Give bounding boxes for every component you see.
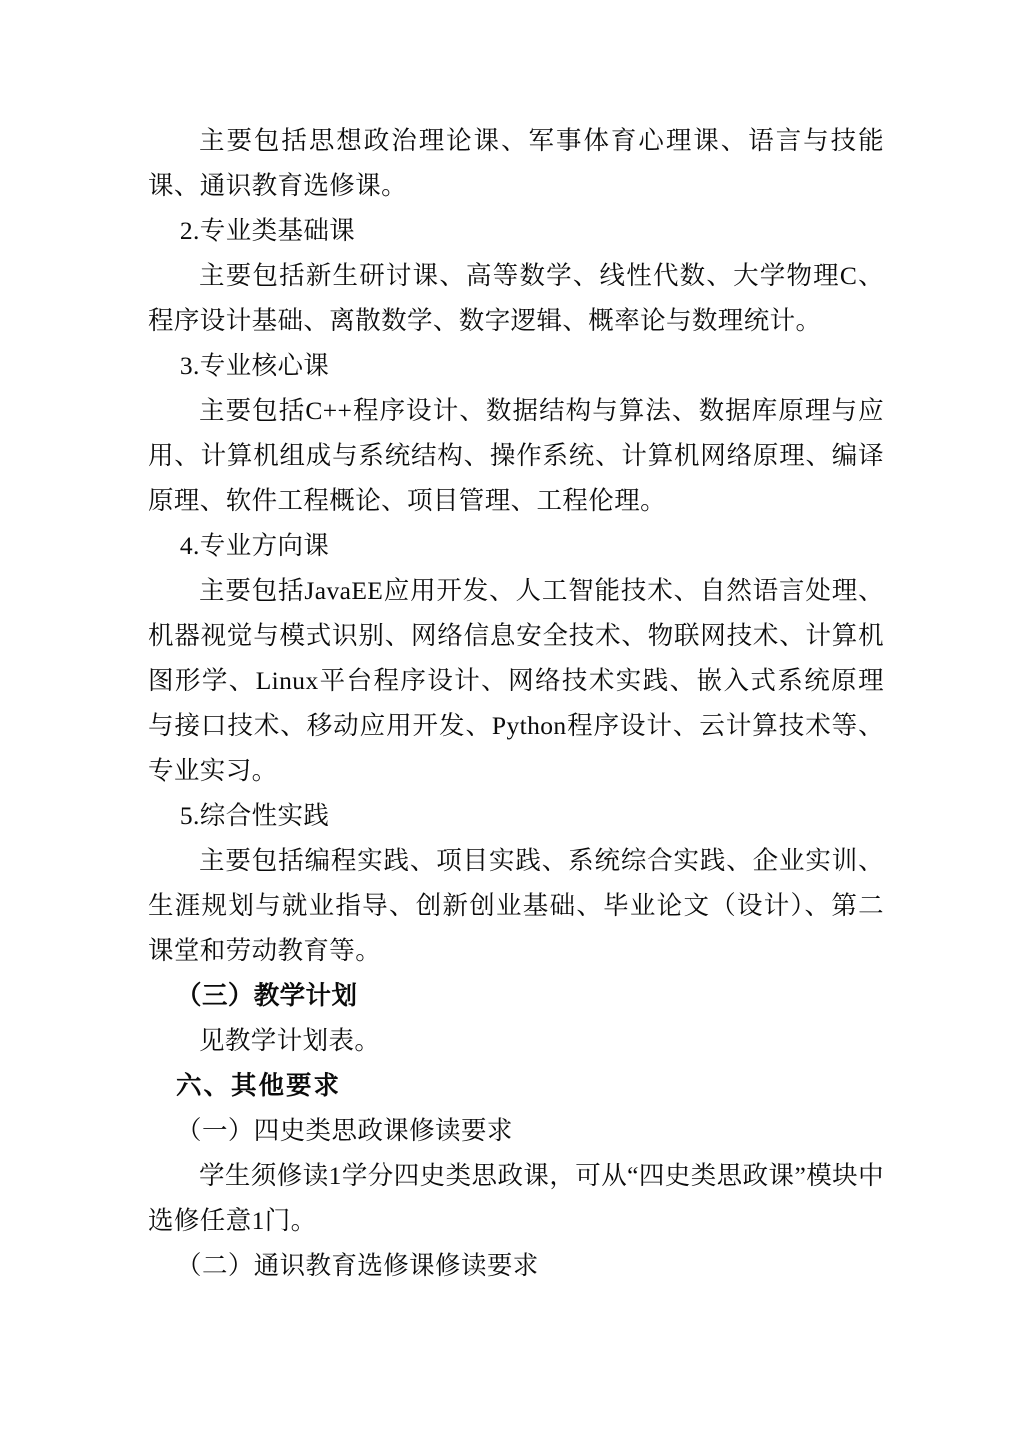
list-heading: 3.专业核心课	[179, 351, 330, 380]
body-paragraph: 主要包括编程实践、项目实践、系统综合实践、企业实训、生涯规划与就业指导、创新创业基础、毕业论文（设计）、第二课堂和劳动教育等。	[148, 846, 884, 965]
body-paragraph: 见教学计划表。	[199, 1026, 381, 1055]
body-paragraph: 主要包括新生研讨课、高等数学、线性代数、大学物理C、程序设计基础、离散数学、数字逻辑、概率论与数理统计。	[148, 261, 884, 335]
document-body	[148, 118, 884, 1288]
list-heading: 5.综合性实践	[179, 801, 330, 830]
body-paragraph: 学生须修读1学分四史类思政课，可从“四史类思政课”模块中选修任意1门。	[148, 1161, 884, 1235]
section-heading: 六、其他要求	[176, 1071, 342, 1100]
body-paragraph: 主要包括思想政治理论课、军事体育心理课、语言与技能课、通识教育选修课。	[148, 126, 884, 200]
list-heading: 4.专业方向课	[179, 531, 330, 560]
requirement-heading: （一）四史类思政课修读要求	[176, 1116, 513, 1145]
list-heading: 2.专业类基础课	[179, 216, 356, 245]
body-paragraph: 主要包括JavaEE应用开发、人工智能技术、自然语言处理、机器视觉与模式识别、网络信息安全技术、物联网技术、计算机图形学、Linux平台程序设计、网络技术实践、嵌入式系统原理与接口技术、移动应用开发、Python程序设计、云计算技术等、专业实习。	[148, 576, 884, 785]
requirement-heading: （二）通识教育选修课修读要求	[176, 1251, 539, 1280]
subsection-heading: （三）教学计划	[176, 981, 358, 1010]
body-paragraph: 主要包括C++程序设计、数据结构与算法、数据库原理与应用、计算机组成与系统结构、操作系统、计算机网络原理、编译原理、软件工程概论、项目管理、工程伦理。	[148, 396, 884, 515]
